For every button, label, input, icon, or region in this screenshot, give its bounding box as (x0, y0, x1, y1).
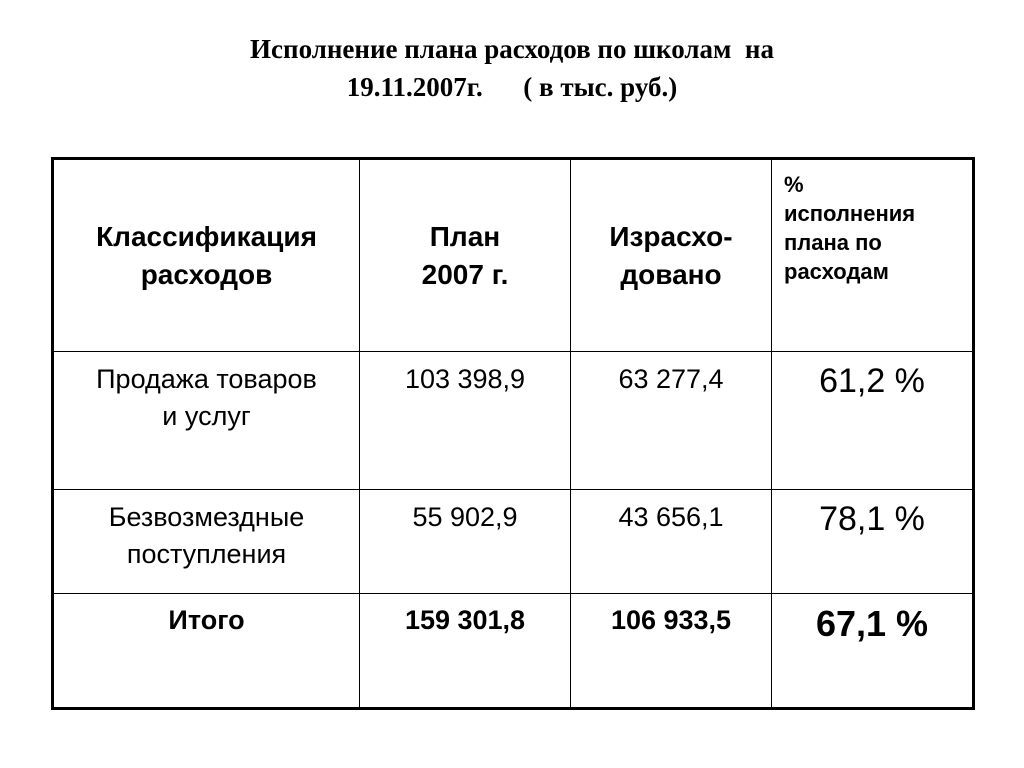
row-percent-value: 61,2 % (772, 352, 974, 490)
row-spent-value: 43 656,1 (571, 490, 772, 594)
table-header-row (53, 159, 974, 352)
total-label: Итого (53, 594, 360, 709)
table-row (53, 490, 974, 594)
document-title: Исполнение плана расходов по школам на 19.11.2007г. ( в тыс. руб.) (250, 34, 774, 102)
total-plan-value: 159 301,8 (360, 594, 571, 709)
table-total-row (53, 594, 974, 709)
row-spent-value: 63 277,4 (571, 352, 772, 490)
table-row (53, 352, 974, 490)
row-classification: Безвозмездные поступления (53, 490, 360, 594)
header-classification: Классификация расходов (53, 159, 360, 352)
total-percent-value: 67,1 % (772, 594, 974, 709)
header-percent: % исполнения плана по расходам (772, 159, 974, 352)
row-plan-value: 103 398,9 (360, 352, 571, 490)
row-classification: Продажа товаров и услуг (53, 352, 360, 490)
header-plan: План 2007 г. (360, 159, 571, 352)
expense-table (51, 157, 975, 710)
row-percent-value: 78,1 % (772, 490, 974, 594)
header-spent: Израсхо- довано (571, 159, 772, 352)
row-plan-value: 55 902,9 (360, 490, 571, 594)
total-spent-value: 106 933,5 (571, 594, 772, 709)
